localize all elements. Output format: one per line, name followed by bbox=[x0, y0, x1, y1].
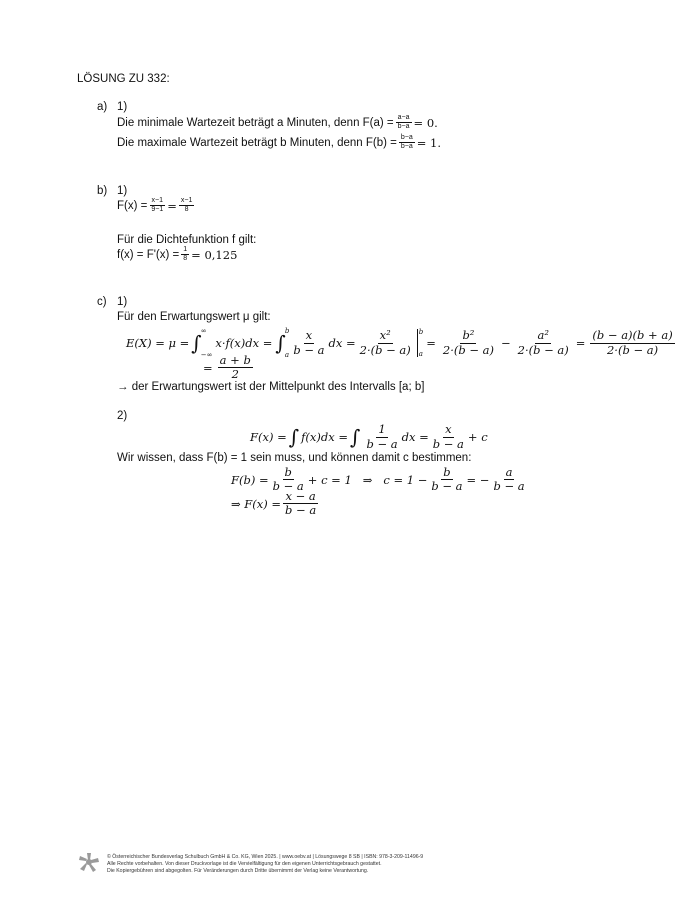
footer-line-3: Die Kopiergebühren sind abgegolten. Für Veränderungen durch Dritte übernimmt der Verlag keine Verantwortung. bbox=[107, 868, 369, 874]
evaluation-bar bbox=[415, 328, 423, 358]
footer-line-2: Alle Rechte vorbehalten. Von dieser Druckvorlage ist die Vervielfältigung für den eigenen Unterrichtsgebrauch gestattet. bbox=[107, 861, 382, 867]
footer-line-1: © Österreichischer Bundesverlag Schulbuch GmbH & Co. KG, Wien 2025. | www.oebv.at | Lösungswege 8 SB | ISBN: 978-3-209-11496-9 bbox=[107, 854, 424, 860]
section-b-fx bbox=[117, 246, 237, 263]
frac-a2-den: 2·(b − a) bbox=[517, 342, 569, 357]
result-fraction-den: 2 bbox=[231, 367, 239, 382]
Fx-equals: = bbox=[167, 198, 177, 213]
section-c-number-2: 2) bbox=[117, 410, 128, 422]
min-fraction-den: b−a bbox=[397, 123, 410, 131]
equals-1: = bbox=[426, 336, 436, 350]
integral-4-sign: ∫ bbox=[350, 425, 361, 449]
integral-2 bbox=[275, 327, 289, 359]
max-result: = 1. bbox=[416, 135, 441, 150]
conclusion-text: → der Erwartungswert ist der Mittelpunkt des Intervalls [a; b] bbox=[117, 381, 425, 393]
frac-x2-den: 2·(b − a) bbox=[359, 342, 411, 357]
frac-x-num: x bbox=[305, 328, 313, 343]
integral-1-body: x·f(x)dx = bbox=[215, 336, 273, 350]
frac-b2-num: b² bbox=[462, 328, 475, 343]
Fb-rest: + c = 1 ⇒ c = 1 − bbox=[307, 472, 428, 487]
integral-1-sign: ∫ bbox=[191, 331, 202, 355]
section-a-number: 1) bbox=[117, 101, 128, 113]
final-fraction-den: b − a bbox=[285, 503, 317, 518]
final-fraction bbox=[283, 490, 318, 517]
min-text: Die minimale Wartezeit beträgt a Minuten, denn F(a) = bbox=[117, 116, 394, 129]
integral-1-lower: −∞ bbox=[200, 351, 213, 359]
Fb-fraction-num: b bbox=[284, 465, 292, 479]
frac-b2 bbox=[441, 329, 496, 356]
section-c-number-1: 1) bbox=[117, 296, 128, 308]
c-fraction-1-den: b − a bbox=[431, 479, 463, 494]
frac-b2-den: 2·(b − a) bbox=[442, 342, 494, 357]
c-fraction-1 bbox=[429, 466, 464, 493]
fx-fraction-den: 8 bbox=[183, 255, 188, 263]
final-lhs: ⇒ F(x) = bbox=[231, 496, 282, 511]
Fb-fraction-den: b − a bbox=[272, 479, 304, 494]
max-fraction-den: b−a bbox=[400, 143, 413, 151]
section-b-number: 1) bbox=[117, 185, 128, 197]
dx-equals: dx = bbox=[328, 336, 356, 350]
evaluation-upper: b bbox=[418, 328, 424, 336]
fx-fraction-num: 1 bbox=[181, 246, 189, 255]
result-equals: = bbox=[203, 360, 213, 375]
c-equals-neg: = − bbox=[466, 472, 490, 487]
ew-lhs: E(X) = μ = bbox=[126, 336, 190, 350]
distribution-function-equation bbox=[250, 421, 488, 453]
oebv-logo-icon bbox=[78, 851, 100, 873]
expectation-result bbox=[203, 354, 255, 381]
frac-product-den: 2·(b − a) bbox=[606, 342, 659, 357]
c-fraction-2-den: b − a bbox=[493, 479, 525, 494]
F-fraction-2-num: x bbox=[445, 422, 452, 437]
section-b-label: b) bbox=[97, 185, 108, 197]
section-a-line-min bbox=[117, 114, 438, 131]
F-integral-body: f(x)dx = bbox=[301, 430, 349, 444]
max-fraction bbox=[399, 134, 415, 151]
fx-fraction bbox=[181, 246, 189, 263]
F-fraction-2 bbox=[431, 423, 466, 450]
integral-2-sign: ∫ bbox=[275, 331, 286, 355]
F-fraction-1-den: b − a bbox=[366, 436, 398, 451]
frac-x bbox=[291, 329, 326, 356]
c-fraction-1-num: b bbox=[443, 465, 451, 479]
integral-2-upper: b bbox=[284, 327, 290, 335]
integral-2-lower: a bbox=[284, 351, 290, 359]
min-fraction bbox=[396, 114, 412, 131]
Fx-fraction-1-den: 9−1 bbox=[151, 206, 164, 214]
section-b-Fx bbox=[117, 197, 196, 214]
Fx-fraction-1-num: x−1 bbox=[150, 197, 165, 206]
integral-1-upper: ∞ bbox=[200, 327, 207, 335]
erwartungswert-text: Für den Erwartungswert μ gilt: bbox=[117, 311, 271, 323]
fx-prefix: f(x) = F'(x) = bbox=[117, 248, 180, 261]
frac-product-num: (b − a)(b + a) bbox=[592, 328, 673, 343]
max-text: Die maximale Wartezeit beträgt b Minuten, denn F(b) = bbox=[117, 136, 397, 149]
wissen-text: Wir wissen, dass F(b) = 1 sein muss, und können damit c bestimmen: bbox=[117, 452, 472, 464]
F-constant: + c bbox=[467, 430, 488, 444]
fx-result: = 0,125 bbox=[191, 247, 238, 262]
section-a-label: a) bbox=[97, 101, 108, 113]
Fx-fraction-2 bbox=[179, 197, 194, 214]
min-result: = 0. bbox=[413, 115, 438, 130]
Fx-fraction-1 bbox=[149, 197, 165, 214]
final-fraction-num: x − a bbox=[285, 489, 316, 503]
integral-3-sign: ∫ bbox=[288, 425, 300, 449]
F-lhs: F(x) = bbox=[250, 430, 287, 444]
min-fraction-num: a−a bbox=[396, 114, 412, 123]
section-c-label: c) bbox=[97, 296, 107, 308]
result-fraction bbox=[218, 354, 253, 381]
final-result-equation bbox=[231, 490, 320, 517]
Fx-fraction-2-num: x−1 bbox=[179, 197, 194, 206]
minus-sign: − bbox=[501, 336, 511, 350]
Fb-lhs: F(b) = bbox=[231, 472, 269, 487]
F-fraction-1-num: 1 bbox=[378, 422, 386, 437]
F-dx: dx = bbox=[401, 430, 429, 444]
evaluation-lower: a bbox=[418, 350, 423, 358]
section-a-line-max bbox=[117, 134, 441, 151]
result-fraction-num: a + b bbox=[219, 353, 251, 367]
dichte-text: Für die Dichtefunktion f gilt: bbox=[117, 234, 257, 246]
F-fraction-2-den: b − a bbox=[432, 436, 464, 451]
frac-product bbox=[590, 329, 674, 356]
frac-a2-num: a² bbox=[537, 328, 549, 343]
c-fraction-2 bbox=[491, 466, 526, 493]
F-fraction-1 bbox=[364, 423, 399, 450]
frac-x2-num: x² bbox=[379, 328, 391, 343]
Fx-prefix: F(x) = bbox=[117, 199, 148, 212]
max-fraction-num: b−a bbox=[399, 134, 415, 143]
frac-a2 bbox=[516, 329, 571, 356]
Fx-fraction-2-den: 8 bbox=[184, 206, 189, 214]
frac-x2 bbox=[358, 329, 413, 356]
frac-x-den: b − a bbox=[293, 342, 325, 357]
c-fraction-2-num: a bbox=[505, 465, 513, 479]
page-title: LÖSUNG ZU 332: bbox=[77, 73, 170, 85]
equals-2: = bbox=[575, 336, 586, 350]
